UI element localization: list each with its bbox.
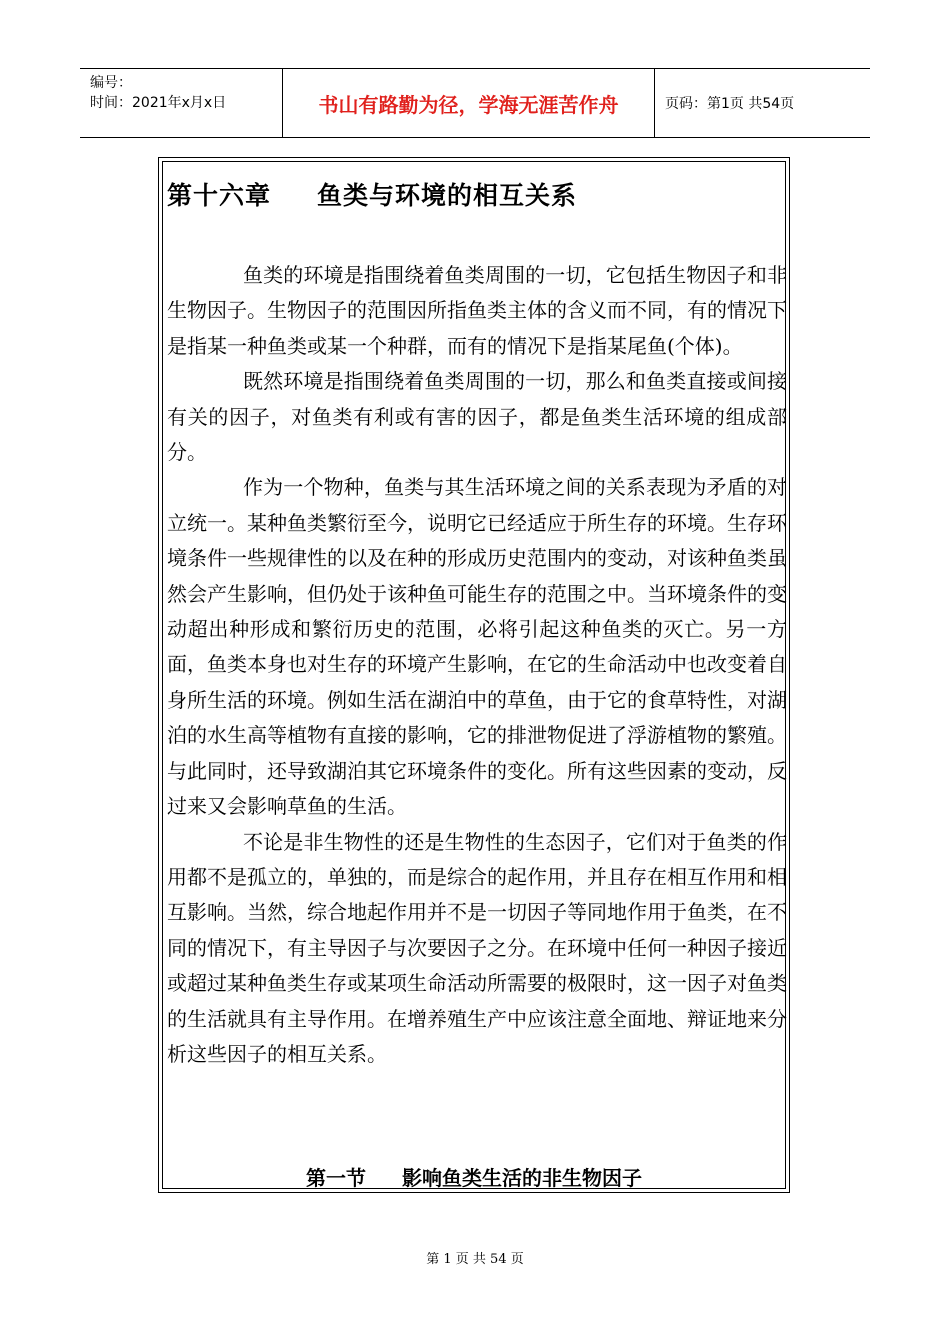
section-title	[163, 1162, 785, 1191]
header-divider	[654, 69, 655, 137]
header-page-info: 页码：第1页 共54页	[665, 96, 795, 112]
header-meta	[90, 73, 226, 113]
content-frame	[158, 157, 790, 1193]
section-number: 第一节	[306, 1166, 366, 1190]
paragraph: 既然环境是指围绕着鱼类周围的一切，那么和鱼类直接或间接有关的因子，对鱼类有利或有害的因子，都是鱼类生活环境的组成部分。	[167, 369, 787, 465]
page-footer: 第 1 页 共 54 页	[426, 1252, 524, 1267]
chapter-number: 第十六章	[167, 181, 272, 210]
document-header	[80, 68, 870, 138]
chapter-body	[167, 258, 787, 1072]
number-label: 编号：	[90, 75, 132, 91]
paragraph: 不论是非生物性的还是生物性的生态因子，它们对于鱼类的作用都不是孤立的，单独的，而是综合的起作用，并且存在相互作用和相互影响。当然，综合地起作用并不是一切因子等同地作用于鱼类，在不同的情况下，有主导因子与次要因子之分。在环境中任何一种因子接近或超过某种鱼类生存或某项生命活动所需要的极限时，这一因子对鱼类的生活就具有主导作用。在增养殖生产中应该注意全面地、辩证地来分析这些因子的相互关系。	[167, 829, 787, 1066]
paragraph: 作为一个物种，鱼类与其生活环境之间的关系表现为矛盾的对立统一。某种鱼类繁衍至今，说明它已经适应于所生存的环境。生存环境条件一些规律性的以及在种的形成历史范围内的变动，对该种鱼类虽然会产生影响，但仍处于该种鱼可能生存的范围之中。当环境条件的变动超出种形成和繁衍历史的范围，必将引起这种鱼类的灭亡。另一方面，鱼类本身也对生存的环境产生影响，在它的生命活动中也改变着自身所生活的环境。例如生活在湖泊中的草鱼，由于它的食草特性，对湖泊的水生高等植物有直接的影响，它的排泄物促进了浮游植物的繁殖。与此同时，还导致湖泊其它环境条件的变化。所有这些因素的变动，反过来又会影响草鱼的生活。	[167, 475, 787, 819]
paragraph: 鱼类的环境是指围绕着鱼类周围的一切，它包括生物因子和非生物因子。生物因子的范围因所指鱼类主体的含义而不同，有的情况下是指某一种鱼类或某一个种群，而有的情况下是指某尾鱼(个体)。	[167, 263, 787, 358]
time-label: 时间：2021年x月x日	[90, 95, 227, 111]
content-frame-inner	[162, 161, 786, 1189]
section-name: 影响鱼类生活的非生物因子	[402, 1166, 642, 1190]
header-motto: 书山有路勤为径，学海无涯苦作舟	[318, 92, 619, 117]
chapter-name: 鱼类与环境的相互关系	[317, 181, 578, 210]
chapter-title	[167, 176, 577, 212]
